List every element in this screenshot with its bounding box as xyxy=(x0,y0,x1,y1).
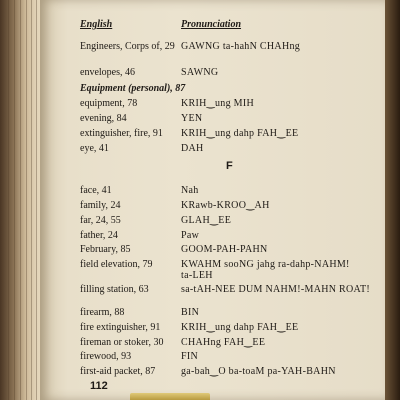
header-pronunciation: Pronunciation xyxy=(181,19,242,30)
entry-english: firewood, 93 xyxy=(80,351,132,362)
entry-english: field elevation, 79 xyxy=(80,259,153,270)
entry-english: Engineers, Corps of, 29 xyxy=(80,41,175,52)
entry-pronunciation: CHAHng FAH‿EE xyxy=(181,337,266,348)
bookmark-tab xyxy=(130,393,210,400)
entry-english: family, 24 xyxy=(80,200,121,211)
page-number: 112 xyxy=(90,380,108,392)
entry-english: extinguisher, fire, 91 xyxy=(80,128,163,139)
entry-pronunciation: FIN xyxy=(181,351,199,362)
entry-pronunciation: BIN xyxy=(181,307,200,318)
entry-english: father, 24 xyxy=(80,230,118,241)
entry-pronunciation: Nah xyxy=(181,185,199,196)
entry-english: February, 85 xyxy=(80,244,131,255)
entry-pronunciation: GLAH‿EE xyxy=(181,215,232,226)
entry-english: filling station, 63 xyxy=(80,284,149,295)
entry-english: firearm, 88 xyxy=(80,307,125,318)
header-english: English xyxy=(80,19,113,30)
entry-pronunciation: GAWNG ta-hahN CHAHng xyxy=(181,41,301,52)
entry-pronunciation: KRIH‿ung dahp FAH‿EE xyxy=(181,322,299,333)
entry-pronunciation: KRawb-KROO‿AH xyxy=(181,200,270,211)
entry-english: face, 41 xyxy=(80,185,112,196)
entry-pronunciation: ga-bah‿O ba-toaM pa-YAH-BAHN xyxy=(181,366,336,377)
entry-english: eye, 41 xyxy=(80,143,109,154)
entry-english-subheading: Equipment (personal), 87 xyxy=(80,83,186,94)
entry-pronunciation: Paw xyxy=(181,230,200,241)
entry-english: fire extinguisher, 91 xyxy=(80,322,161,333)
entry-english: first-aid packet, 87 xyxy=(80,366,156,377)
entry-pronunciation: YEN xyxy=(181,113,203,124)
section-letter: F xyxy=(226,160,233,172)
entry-english: envelopes, 46 xyxy=(80,67,135,78)
entry-english: evening, 84 xyxy=(80,113,127,124)
entry-pronunciation: KRIH‿ung dahp FAH‿EE xyxy=(181,128,299,139)
entry-pronunciation: KWAHM sooNG jahg ra-dahp-NAHM! ta-LEH xyxy=(181,259,350,281)
entry-english: equipment, 78 xyxy=(80,98,138,109)
entry-pronunciation: DAH xyxy=(181,143,204,154)
entry-pronunciation: SAWNG xyxy=(181,67,219,78)
entry-english: fireman or stoker, 30 xyxy=(80,337,164,348)
page-shadow xyxy=(385,0,400,400)
entry-pronunciation: sa-tAH-NEE DUM NAHM!-MAHN ROAT! xyxy=(181,284,371,295)
entry-english: far, 24, 55 xyxy=(80,215,121,226)
entry-pronunciation: KRIH‿ung MIH xyxy=(181,98,255,109)
entry-pronunciation: GOOM-PAH-PAHN xyxy=(181,244,268,255)
